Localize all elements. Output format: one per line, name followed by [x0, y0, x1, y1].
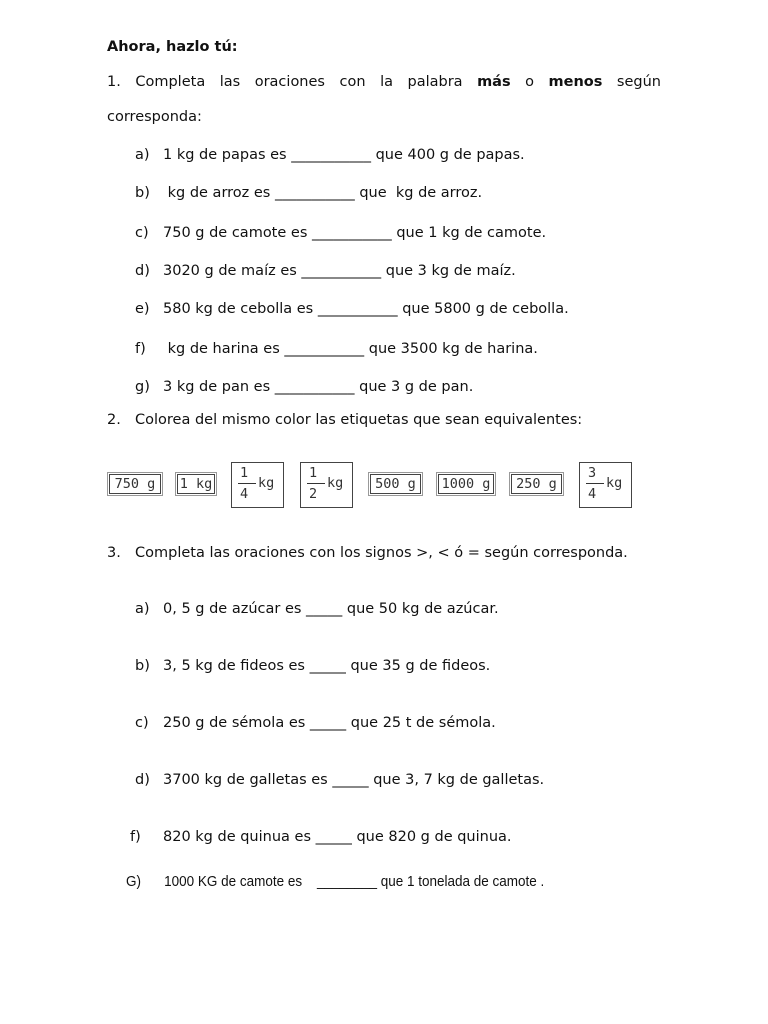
item-label: b) [135, 185, 150, 201]
question-3-item [135, 715, 496, 731]
item-text: 820 kg de quinua es _____ que 820 g de quinua. [163, 829, 512, 845]
question-2-text: Colorea del mismo color las etiquetas que sean equivalentes: [135, 412, 583, 428]
question-1-line-1 [107, 74, 661, 90]
fraction-unit: kg [258, 475, 275, 491]
fraction-numerator: 3 [588, 465, 597, 481]
item-label: a) [135, 601, 150, 617]
question-3-item [135, 772, 544, 788]
label-250g[interactable]: 250 g [511, 474, 562, 494]
question-1-item [135, 185, 482, 201]
fraction-numerator: 1 [240, 465, 249, 481]
item-text: 580 kg de cebolla es ___________ que 5800 g de cebolla. [163, 301, 569, 317]
fraction-bar [307, 483, 325, 484]
question-3-item [135, 601, 499, 617]
question-1-word: palabra [407, 74, 463, 90]
question-1-word: según [616, 74, 661, 90]
worksheet-title: Ahora, hazlo tú: [107, 39, 238, 55]
item-text: 1 kg de papas es ___________ que 400 g de papas. [163, 147, 525, 163]
item-text: 3 kg de pan es ___________ que 3 g de pan. [163, 379, 474, 395]
item-label: g) [135, 379, 150, 395]
item-text: kg de harina es ___________ que 3500 kg de harina. [163, 341, 538, 357]
item-label: b) [135, 658, 150, 674]
question-1-word: Completa [135, 74, 206, 90]
question-2-number: 2. [107, 412, 121, 428]
question-3-item [135, 658, 490, 674]
label-750g[interactable]: 750 g [109, 474, 161, 494]
fraction-bar [586, 483, 604, 484]
item-text: 3700 kg de galletas es _____ que 3, 7 kg de galletas. [163, 772, 545, 788]
question-1-number: 1. [107, 74, 121, 90]
item-label: G) [126, 874, 141, 890]
question-1-item [135, 379, 473, 395]
question-3-item-last [126, 874, 544, 890]
question-1-item [135, 301, 569, 317]
item-label: a) [135, 147, 150, 163]
item-text: 250 g de sémola es _____ que 25 t de sémola. [163, 715, 496, 731]
question-1-line-2: corresponda: [107, 109, 202, 125]
item-label: d) [135, 263, 150, 279]
item-label: f) [135, 341, 146, 357]
item-text: 0, 5 g de azúcar es _____ que 50 kg de azúcar. [163, 601, 499, 617]
question-3-text: Completa las oraciones con los signos >, < ó = según corresponda. [135, 545, 628, 561]
question-1-word: o [525, 74, 534, 90]
question-1-word-mas: más [477, 74, 511, 90]
item-label: e) [135, 301, 150, 317]
item-text: 1000 KG de camote es ________ que 1 tonelada de camote . [164, 874, 545, 890]
item-text: 750 g de camote es ___________ que 1 kg de camote. [163, 225, 547, 241]
item-text: kg de arroz es ___________ que kg de arroz. [163, 185, 483, 201]
item-label: f) [130, 829, 141, 845]
question-1-item [135, 263, 516, 279]
question-1-word: las [219, 74, 241, 90]
item-label: c) [135, 715, 149, 731]
item-label: d) [135, 772, 150, 788]
question-3-prompt [107, 545, 628, 561]
fraction-denominator: 4 [588, 486, 597, 502]
label-half-kg[interactable] [300, 462, 353, 508]
item-label: c) [135, 225, 149, 241]
question-3-number: 3. [107, 545, 121, 561]
label-500g[interactable]: 500 g [370, 474, 421, 494]
label-three-quarters-kg[interactable] [579, 462, 632, 508]
question-1-word: oraciones [254, 74, 325, 90]
label-quarter-kg[interactable] [231, 462, 284, 508]
item-text: 3, 5 kg de fideos es _____ que 35 g de fideos. [163, 658, 491, 674]
fraction-bar [238, 483, 256, 484]
fraction-numerator: 1 [309, 465, 318, 481]
fraction-unit: kg [327, 475, 344, 491]
question-1-item [135, 225, 546, 241]
fraction-unit: kg [606, 475, 623, 491]
question-1-item [135, 147, 525, 163]
question-1-word: con [339, 74, 366, 90]
fraction-denominator: 2 [309, 486, 318, 502]
question-3-item [130, 829, 512, 845]
question-1-word: la [380, 74, 393, 90]
label-1000g[interactable]: 1000 g [438, 474, 494, 494]
label-1kg[interactable]: 1 kg [177, 474, 215, 494]
question-1-word-menos: menos [548, 74, 603, 90]
fraction-denominator: 4 [240, 486, 249, 502]
question-2-prompt [107, 412, 582, 428]
item-text: 3020 g de maíz es ___________ que 3 kg de maíz. [163, 263, 516, 279]
question-1-item [135, 341, 538, 357]
